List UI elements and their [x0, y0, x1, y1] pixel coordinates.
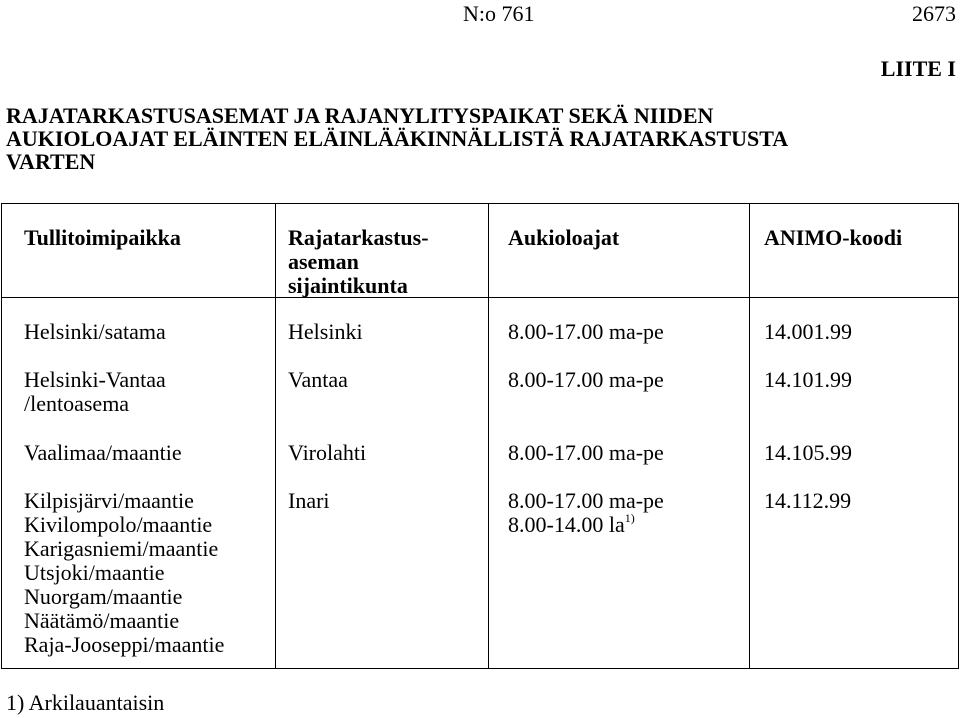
- title-line: VARTEN: [6, 149, 96, 174]
- footnote-marker: 1): [624, 511, 635, 525]
- footnote: 1) Arkilauantaisin: [6, 690, 165, 715]
- column-divider: [749, 204, 750, 668]
- header-divider: [2, 297, 958, 298]
- header-municipality-line: aseman: [288, 249, 359, 274]
- document-number: N:o 761: [463, 1, 535, 26]
- table-row-1-municipality: Helsinki: [288, 319, 363, 344]
- table-row-4-municipality: Inari: [288, 488, 330, 513]
- office-line: /lentoasema: [24, 391, 130, 416]
- table-row-1-office: Helsinki/satama: [24, 319, 166, 344]
- column-divider: [275, 204, 276, 668]
- hours-line: 8.00-17.00 ma-pe: [508, 488, 664, 513]
- table-row-2-animo: 14.101.99: [764, 367, 852, 392]
- header-municipality-line: sijaintikunta: [288, 273, 408, 298]
- table-row-2-municipality: Vantaa: [288, 367, 348, 392]
- table-row-4-hours: [508, 489, 664, 537]
- table-row-3-office: Vaalimaa/maantie: [24, 440, 182, 465]
- header-municipality: [288, 226, 429, 298]
- table-row-4-animo: 14.112.99: [764, 488, 852, 513]
- hours-text: 8.00-14.00 la: [508, 512, 625, 537]
- office-line: Utsjoki/maantie: [24, 560, 165, 585]
- title-line: RAJATARKASTUSASEMAT JA RAJANYLITYSPAIKAT SEKÄ NIIDEN: [6, 103, 714, 128]
- annex-label: LIITE I: [880, 56, 956, 81]
- header-municipality-line: Rajatarkastus-: [288, 225, 429, 250]
- table-row-3-hours: 8.00-17.00 ma-pe: [508, 440, 664, 465]
- table-row-2-office: [24, 368, 166, 416]
- table-row-2-hours: 8.00-17.00 ma-pe: [508, 367, 664, 392]
- table-row-1-hours: 8.00-17.00 ma-pe: [508, 319, 664, 344]
- document-title: [6, 104, 936, 173]
- border-control-table: [1, 203, 959, 669]
- office-line: Kivilompolo/maantie: [24, 512, 213, 537]
- header-opening-hours: Aukioloajat: [508, 225, 620, 250]
- title-line: AUKIOLOAJAT ELÄINTEN ELÄINLÄÄKINNÄLLISTÄ RAJATARKASTUSTA: [6, 126, 789, 151]
- header-animo-code: ANIMO-koodi: [764, 225, 903, 250]
- table-row-3-municipality: Virolahti: [288, 440, 367, 465]
- office-line: Helsinki-Vantaa: [24, 367, 166, 392]
- office-line: Karigasniemi/maantie: [24, 536, 219, 561]
- header-customs-office: Tullitoimipaikka: [24, 225, 181, 250]
- hours-line: [508, 513, 664, 537]
- page-number: 2673: [912, 1, 956, 26]
- office-line: Näätämö/maantie: [24, 608, 180, 633]
- column-divider: [488, 204, 489, 668]
- table-row-3-animo: 14.105.99: [764, 440, 852, 465]
- table-row-4-office: [24, 489, 224, 657]
- office-line: Kilpisjärvi/maantie: [24, 488, 194, 513]
- table-row-1-animo: 14.001.99: [764, 319, 852, 344]
- office-line: Nuorgam/maantie: [24, 584, 183, 609]
- office-line: Raja-Jooseppi/maantie: [24, 632, 225, 657]
